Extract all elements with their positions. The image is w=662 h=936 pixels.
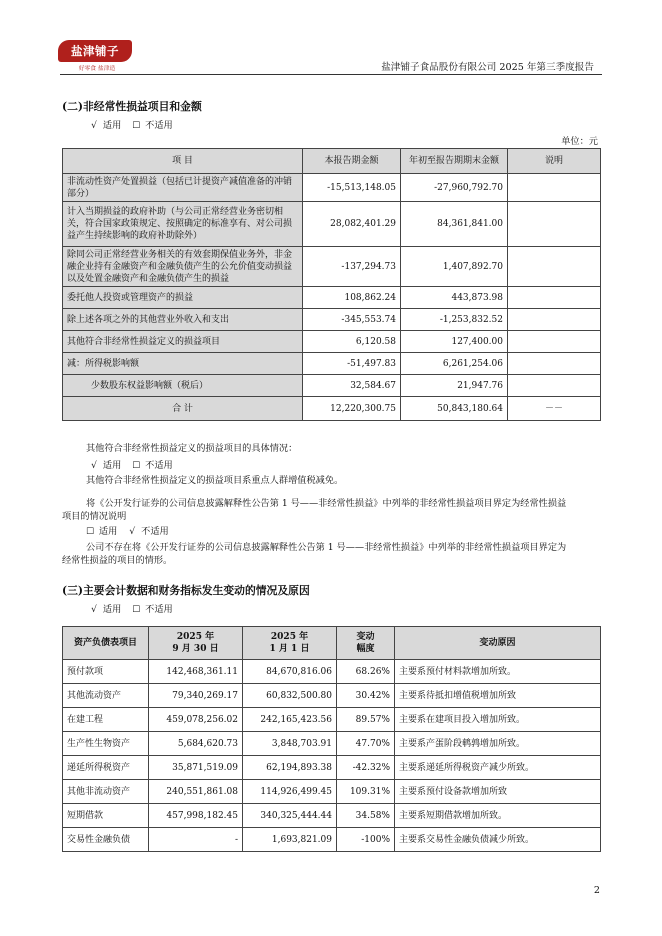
row-jan1: 3,848,703.91 <box>243 732 337 756</box>
row-item: 短期借款 <box>63 804 149 828</box>
row-ytd: -1,253,832.52 <box>401 309 508 331</box>
total-ytd: 50,843,180.64 <box>401 397 508 421</box>
row-current: 108,862.24 <box>303 287 401 309</box>
row-jan1: 340,325,444.44 <box>243 804 337 828</box>
table-row <box>63 660 601 684</box>
checkbox-icon: ☐ <box>132 605 141 615</box>
header-reason: 变动原因 <box>395 627 601 660</box>
reclassification-para-line2: 项目的情况说明 <box>62 511 127 522</box>
row-ytd: 21,947.76 <box>401 375 508 397</box>
row-change: 109.31% <box>337 780 395 804</box>
applicable-label: 适用 <box>102 604 122 615</box>
balance-sheet-changes-table <box>62 626 601 852</box>
checkbox-icon: ☐ <box>132 121 141 131</box>
checkmark-icon: √ <box>129 527 136 537</box>
row-reason: 主要系产蛋阶段鹌鹑增加所致。 <box>395 732 601 756</box>
header-jan1-year: 2025 年 <box>270 632 309 642</box>
row-item: 计入当期损益的政府补助（与公司正常经营业务密切相关，符合国家政策规定、按照确定的标准享有、对公司损益产生持续影响的政府补助除外） <box>63 202 303 247</box>
table-row <box>63 684 601 708</box>
table-row <box>63 353 601 375</box>
row-item: 少数股东权益影响额（税后） <box>63 375 303 397</box>
total-note: －－ <box>508 397 601 421</box>
row-current: 32,584.67 <box>303 375 401 397</box>
row-sep30: - <box>149 828 243 852</box>
row-item: 预付款项 <box>63 660 149 684</box>
applicable-label: 适用 <box>102 460 122 471</box>
row-item: 其他流动资产 <box>63 684 149 708</box>
reclassification-para-line1: 将《公开发行证券的公司信息披露解释性公告第 1 号——非经常性损益》中列举的非经常性损益项目界定为经常性损益 <box>86 498 567 509</box>
not-applicable-label: 不适用 <box>141 526 169 537</box>
company-logo <box>58 40 132 74</box>
row-note <box>508 174 601 202</box>
other-applicability <box>88 457 173 471</box>
row-reason: 主要系递延所得税资产减少所致。 <box>395 756 601 780</box>
report-header-title: 盐津铺子食品股份有限公司 2025 年第三季度报告 <box>381 62 594 73</box>
row-ytd: 6,261,254.06 <box>401 353 508 375</box>
row-item: 其他非流动资产 <box>63 780 149 804</box>
section2-title: (二)非经常性损益项目和金额 <box>62 100 202 113</box>
row-current: -345,553.74 <box>303 309 401 331</box>
row-current: 28,082,401.29 <box>303 202 401 247</box>
other-items-text: 其他符合非经常性损益定义的损益项目系重点人群增值税减免。 <box>86 475 344 486</box>
header-change <box>337 627 395 660</box>
header-sep30 <box>149 627 243 660</box>
row-note <box>508 331 601 353</box>
row-ytd: 127,400.00 <box>401 331 508 353</box>
section3-applicability <box>88 601 173 615</box>
row-current: -51,497.83 <box>303 353 401 375</box>
total-label: 合 计 <box>63 397 303 421</box>
row-change: 89.57% <box>337 708 395 732</box>
header-item: 资产负债表项目 <box>63 627 149 660</box>
reclassification-applicability <box>84 523 169 537</box>
row-current: 6,120.58 <box>303 331 401 353</box>
row-reason: 主要系待抵扣增值税增加所致 <box>395 684 601 708</box>
row-change: -42.32% <box>337 756 395 780</box>
reclassification-statement-line1: 公司不存在将《公开发行证券的公司信息披露解释性公告第 1 号——非经常性损益》中列举的非经常性损益项目界定为 <box>86 542 567 553</box>
table-row <box>63 202 601 247</box>
row-sep30: 457,998,182.45 <box>149 804 243 828</box>
row-sep30: 5,684,620.73 <box>149 732 243 756</box>
page-number: 2 <box>593 885 600 896</box>
row-item: 其他符合非经常性损益定义的损益项目 <box>63 331 303 353</box>
table-row <box>63 756 601 780</box>
checkbox-icon: ☐ <box>132 461 141 471</box>
table-row <box>63 732 601 756</box>
row-item: 交易性金融负债 <box>63 828 149 852</box>
table-row <box>63 309 601 331</box>
header-ytd: 年初至报告期期末金额 <box>401 149 508 174</box>
row-sep30: 79,340,269.17 <box>149 684 243 708</box>
row-note <box>508 353 601 375</box>
row-item: 委托他人投资或管理资产的损益 <box>63 287 303 309</box>
table-header-row <box>63 149 601 174</box>
row-reason: 主要系在建项目投入增加所致。 <box>395 708 601 732</box>
row-ytd: 443,873.98 <box>401 287 508 309</box>
header-jan1-date: 1 月 1 日 <box>269 644 310 654</box>
section3-title: (三)主要会计数据和财务指标发生变动的情况及原因 <box>62 584 310 597</box>
row-item: 生产性生物资产 <box>63 732 149 756</box>
row-item: 除上述各项之外的其他营业外收入和支出 <box>63 309 303 331</box>
row-sep30: 240,551,861.08 <box>149 780 243 804</box>
header-item: 项 目 <box>63 149 303 174</box>
not-applicable-label: 不适用 <box>145 460 173 471</box>
header-current: 本报告期金额 <box>303 149 401 174</box>
row-note <box>508 309 601 331</box>
row-note <box>508 375 601 397</box>
row-change: 34.58% <box>337 804 395 828</box>
row-reason: 主要系短期借款增加所致。 <box>395 804 601 828</box>
row-note <box>508 202 601 247</box>
header-change-line2: 幅度 <box>356 644 375 654</box>
row-item: 减：所得税影响额 <box>63 353 303 375</box>
checkmark-icon: √ <box>91 461 97 471</box>
header-sep30-date: 9 月 30 日 <box>172 644 219 654</box>
table-row <box>63 828 601 852</box>
row-item: 递延所得税资产 <box>63 756 149 780</box>
other-items-title: 其他符合非经常性损益定义的损益项目的具体情况： <box>86 443 298 454</box>
row-jan1: 60,832,500.80 <box>243 684 337 708</box>
row-jan1: 62,194,893.38 <box>243 756 337 780</box>
row-note <box>508 287 601 309</box>
row-reason: 主要系交易性金融负债减少所致。 <box>395 828 601 852</box>
row-jan1: 242,165,423.56 <box>243 708 337 732</box>
total-current: 12,220,300.75 <box>303 397 401 421</box>
checkmark-icon: √ <box>91 605 97 615</box>
row-sep30: 142,468,361.11 <box>149 660 243 684</box>
checkmark-icon: √ <box>91 121 97 131</box>
checkbox-icon: ☐ <box>85 527 95 537</box>
logo-tagline: 好零食 盐津造 <box>78 66 116 72</box>
row-item: 在建工程 <box>63 708 149 732</box>
row-reason: 主要系预付设备款增加所致 <box>395 780 601 804</box>
table-row <box>63 375 601 397</box>
not-applicable-label: 不适用 <box>145 604 173 615</box>
table-row <box>63 331 601 353</box>
table-row <box>63 804 601 828</box>
applicable-label: 适用 <box>102 120 122 131</box>
row-change: 47.70% <box>337 732 395 756</box>
row-note <box>508 247 601 287</box>
table-row <box>63 708 601 732</box>
not-applicable-label: 不适用 <box>145 120 173 131</box>
table-row <box>63 174 601 202</box>
table-row <box>63 247 601 287</box>
total-row <box>63 397 601 421</box>
row-ytd: -27,960,792.70 <box>401 174 508 202</box>
row-sep30: 35,871,519.09 <box>149 756 243 780</box>
row-item: 除同公司正常经营业务相关的有效套期保值业务外，非金融企业持有金融资产和金融负债产生的公允价值变动损益以及处置金融资产和金融负债产生的损益 <box>63 247 303 287</box>
row-change: -100% <box>337 828 395 852</box>
row-item: 非流动性资产处置损益（包括已计提资产减值准备的冲销部分） <box>63 174 303 202</box>
table-row <box>63 780 601 804</box>
row-reason: 主要系预付材料款增加所致。 <box>395 660 601 684</box>
row-ytd: 84,361,841.00 <box>401 202 508 247</box>
row-jan1: 1,693,821.09 <box>243 828 337 852</box>
header-divider <box>60 74 602 75</box>
row-jan1: 114,926,499.45 <box>243 780 337 804</box>
row-change: 30.42% <box>337 684 395 708</box>
reclassification-statement-line2: 经常性损益的项目的情形。 <box>62 555 173 566</box>
header-sep30-year: 2025 年 <box>176 632 215 642</box>
row-jan1: 84,670,816.06 <box>243 660 337 684</box>
row-ytd: 1,407,892.70 <box>401 247 508 287</box>
header-jan1 <box>243 627 337 660</box>
logo-wordmark: 盐津铺子 <box>58 40 132 62</box>
applicable-label: 适用 <box>98 526 118 537</box>
row-sep30: 459,078,256.02 <box>149 708 243 732</box>
row-change: 68.26% <box>337 660 395 684</box>
section2-applicability <box>88 117 173 131</box>
table-row <box>63 287 601 309</box>
row-current: -137,294.73 <box>303 247 401 287</box>
unit-label: 单位：元 <box>561 136 598 147</box>
header-note: 说明 <box>508 149 601 174</box>
table-header-row <box>63 627 601 660</box>
non-recurring-gains-table <box>62 148 601 421</box>
row-current: -15,513,148.05 <box>303 174 401 202</box>
header-change-line1: 变动 <box>356 632 375 642</box>
